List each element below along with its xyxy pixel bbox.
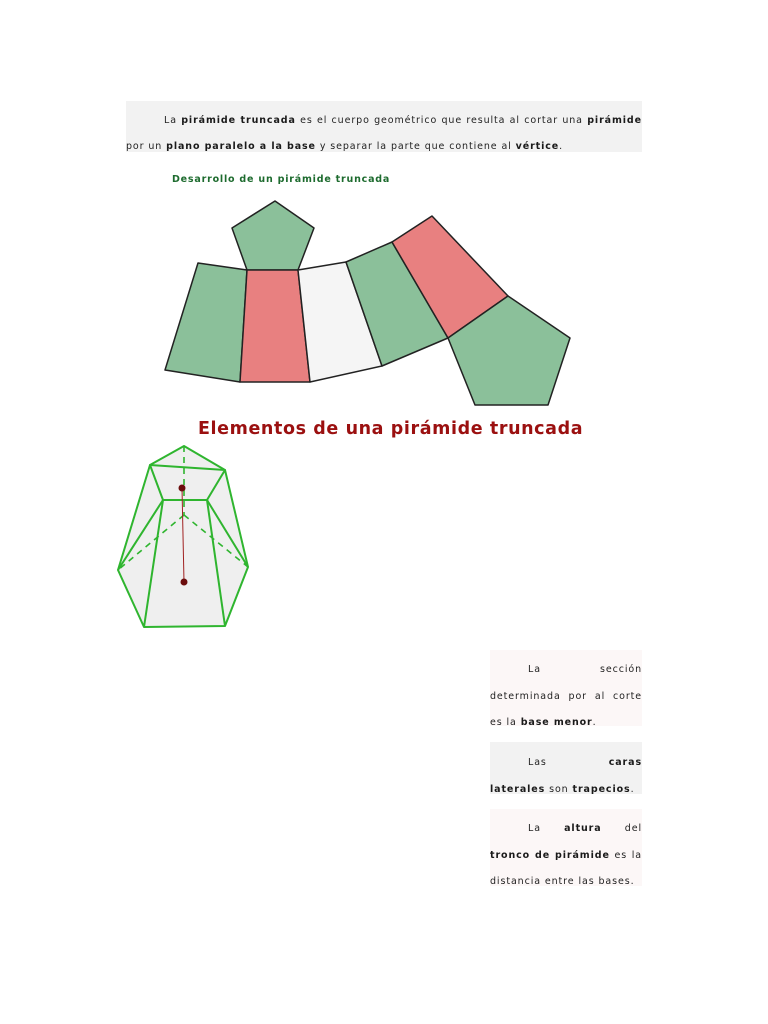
box-text: son: [545, 783, 573, 795]
intro-paragraph: [126, 101, 642, 152]
term-altura: altura: [564, 823, 602, 834]
lateral-face-1: [165, 263, 247, 382]
box-text: es la distancia entre las bases.: [490, 849, 642, 887]
frustum-net-figure: [160, 195, 580, 410]
intro-text: .: [559, 141, 564, 152]
net-caption: Desarrollo de un pirámide truncada: [172, 174, 391, 185]
base-menor-box: [490, 650, 642, 726]
intro-text: La: [164, 115, 182, 126]
altura-box: [490, 809, 642, 886]
term-caras-laterales: caras laterales: [490, 757, 642, 795]
box-text: .: [592, 717, 597, 728]
bottom-center-point: [181, 579, 188, 586]
intro-text: por un: [126, 141, 167, 152]
term-base-menor: base menor: [520, 717, 593, 728]
term-tronco-de-piramide: tronco de pirámide: [490, 849, 610, 861]
term-vertice: vértice: [515, 141, 560, 152]
box-text: del: [601, 823, 642, 834]
box-text: La sección determinada por al corte es la: [490, 664, 642, 728]
term-piramide: pirámide: [587, 115, 642, 126]
box-text: Las: [528, 757, 609, 768]
intro-text: es el cuerpo geométrico que resulta al cortar una: [295, 115, 588, 126]
term-plano-paralelo: plano paralelo a la base: [166, 141, 316, 152]
frustum-figure: [112, 440, 254, 635]
box-text: La: [528, 823, 565, 834]
caras-laterales-box: [490, 742, 642, 794]
intro-text: y separar la parte que contiene al: [315, 141, 516, 152]
box-text: .: [630, 783, 635, 795]
top-center-point: [179, 485, 186, 492]
elements-heading: Elementos de una pirámide truncada: [198, 419, 584, 439]
top-pentagon-face: [232, 201, 314, 270]
term-trapecios: trapecios: [572, 783, 631, 795]
term-piramide-truncada: pirámide truncada: [181, 115, 296, 126]
